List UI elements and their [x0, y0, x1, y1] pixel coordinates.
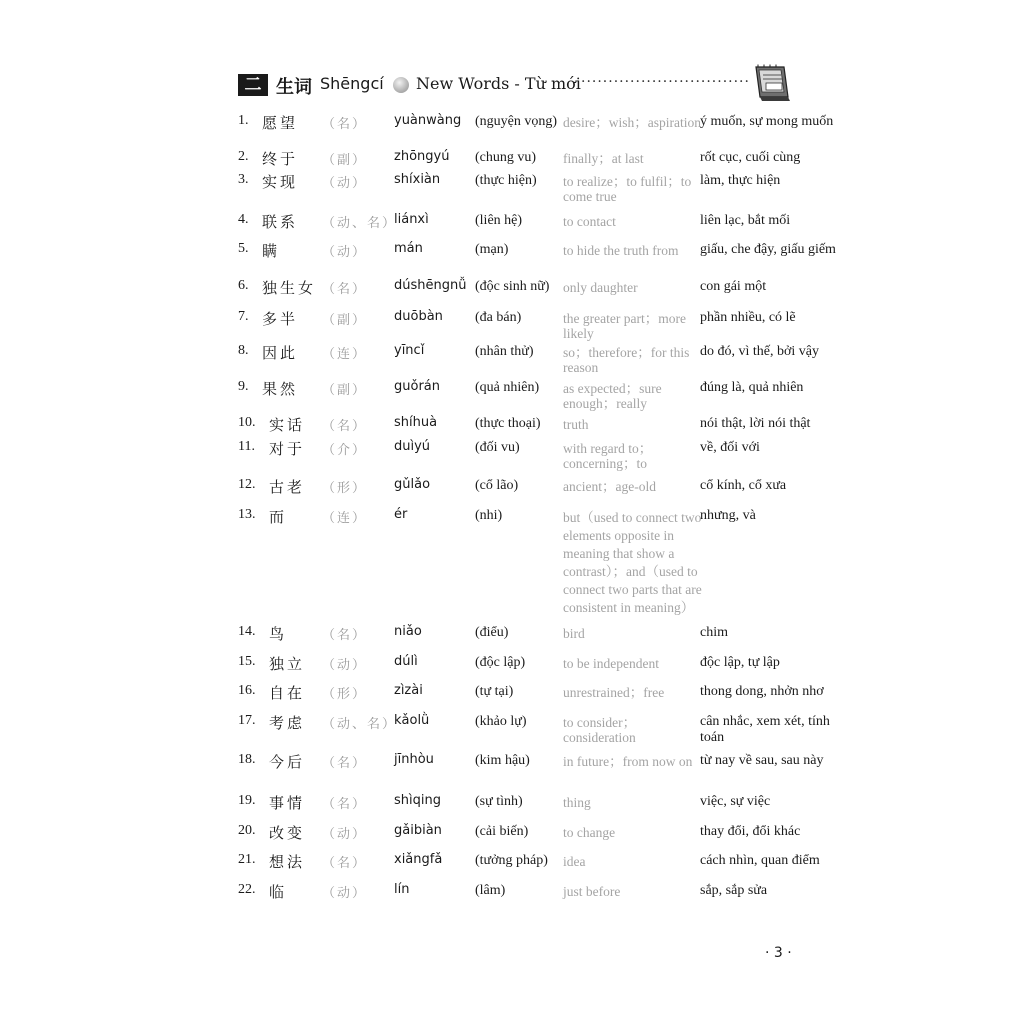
- entry-pinyin: niǎo: [394, 624, 422, 639]
- entry-part-of-speech: （名）: [322, 419, 368, 434]
- entry-vietnamese: phần nhiều, có lẽ: [700, 310, 796, 325]
- entry-pinyin: dúshēngnǚ: [394, 278, 467, 293]
- entry-number: 12.: [238, 477, 256, 492]
- entry-english: as expected；sure enough；really: [563, 381, 662, 411]
- entry-english: just before: [563, 884, 621, 899]
- entry-number: 8.: [238, 343, 249, 358]
- entry-english: so；therefore；for this reason: [563, 345, 690, 375]
- entry-han-viet: (khảo lự): [475, 714, 527, 729]
- entry-han-viet: (sự tình): [475, 794, 523, 809]
- entry-pinyin: shìqing: [394, 793, 441, 808]
- entry-pinyin: mán: [394, 241, 423, 256]
- entry-number: 21.: [238, 852, 256, 867]
- section-title-pinyin: Shēngcí: [320, 74, 384, 93]
- section-header: [238, 70, 798, 104]
- entry-han-viet: (nguyện vọng): [475, 114, 558, 129]
- entry-part-of-speech: （形）: [322, 481, 368, 496]
- entry-number: 10.: [238, 415, 256, 430]
- entry-pinyin: zhōngyú: [394, 149, 450, 164]
- section-title-english-vietnamese: New Words - Từ mới: [416, 74, 581, 93]
- entry-english: to consider；consideration: [563, 715, 637, 745]
- entry-english: desire；wish；aspiration: [563, 115, 701, 130]
- entry-part-of-speech: （名）: [322, 282, 368, 297]
- entry-part-of-speech: （动）: [322, 245, 368, 260]
- entry-number: 14.: [238, 624, 256, 639]
- entry-part-of-speech: （名）: [322, 797, 368, 812]
- entry-english: idea: [563, 854, 586, 869]
- entry-hanzi: 独立: [269, 655, 306, 673]
- entry-pinyin: gǎibiàn: [394, 823, 442, 838]
- entry-number: 4.: [238, 212, 249, 227]
- entry-han-viet: (quả nhiên): [475, 380, 540, 395]
- entry-part-of-speech: （副）: [322, 313, 368, 328]
- entry-vietnamese: nhưng, và: [700, 508, 756, 523]
- entry-pinyin: jīnhòu: [394, 752, 434, 767]
- entry-english: to contact: [563, 214, 616, 229]
- entry-pinyin: yuànwàng: [394, 113, 462, 128]
- entry-vietnamese: về, đối với: [700, 440, 760, 455]
- entry-vietnamese: đúng là, quả nhiên: [700, 380, 804, 395]
- entry-vietnamese: độc lập, tự lập: [700, 655, 780, 670]
- entry-vietnamese: cách nhìn, quan điểm: [700, 853, 820, 868]
- entry-han-viet: (độc sinh nữ): [475, 279, 550, 294]
- entry-english: in future；from now on: [563, 754, 693, 769]
- entry-number: 15.: [238, 654, 256, 669]
- entry-part-of-speech: （介）: [322, 443, 368, 458]
- entry-pinyin: zìzài: [394, 683, 423, 698]
- entry-pinyin: yīncǐ: [394, 343, 425, 358]
- entry-han-viet: (cải biến): [475, 824, 529, 839]
- entry-han-viet: (thực hiện): [475, 173, 537, 188]
- entry-vietnamese: cân nhắc, xem xét, tính toán: [700, 714, 830, 745]
- entry-han-viet: (điểu): [475, 625, 509, 640]
- entry-hanzi: 联系: [262, 213, 299, 231]
- entry-vietnamese: do đó, vì thế, bởi vậy: [700, 344, 819, 359]
- entry-pinyin: shíhuà: [394, 415, 438, 430]
- entry-number: 16.: [238, 683, 256, 698]
- entry-number: 5.: [238, 241, 249, 256]
- entry-vietnamese: rốt cục, cuối cùng: [700, 150, 801, 165]
- entry-english: to change: [563, 825, 616, 840]
- entry-han-viet: (cổ lão): [475, 478, 519, 493]
- entry-part-of-speech: （连）: [322, 347, 368, 362]
- entry-number: 18.: [238, 752, 256, 767]
- entry-hanzi: 自在: [269, 684, 306, 702]
- entry-hanzi: 独生女: [262, 279, 317, 297]
- entry-english: to realize；to fulfil；to come true: [563, 174, 692, 204]
- entry-pinyin: kǎolǜ: [394, 713, 430, 728]
- entry-hanzi: 而: [269, 508, 288, 526]
- entry-english: ancient；age-old: [563, 479, 656, 494]
- entry-han-viet: (độc lập): [475, 655, 526, 670]
- entry-part-of-speech: （名）: [322, 756, 368, 771]
- entry-number: 7.: [238, 309, 249, 324]
- entry-hanzi: 想法: [269, 853, 306, 871]
- entry-number: 9.: [238, 379, 249, 394]
- entry-han-viet: (kim hậu): [475, 753, 530, 768]
- entry-hanzi: 事情: [269, 794, 306, 812]
- entry-pinyin: dúlì: [394, 654, 418, 669]
- entry-vietnamese: thong dong, nhởn nhơ: [700, 684, 824, 699]
- bullet-dot-icon: [393, 77, 409, 93]
- entry-pinyin: duìyú: [394, 439, 431, 454]
- entry-han-viet: (liên hệ): [475, 213, 523, 228]
- entry-han-viet: (lâm): [475, 883, 506, 898]
- entry-part-of-speech: （动）: [322, 886, 368, 901]
- entry-english: thing: [563, 795, 591, 810]
- entry-vietnamese: chim: [700, 625, 728, 640]
- entry-hanzi: 因此: [262, 344, 299, 362]
- entry-part-of-speech: （名）: [322, 628, 368, 643]
- entry-hanzi: 愿望: [262, 114, 299, 132]
- entry-number: 20.: [238, 823, 256, 838]
- entry-part-of-speech: （动、名）: [322, 717, 398, 732]
- entry-han-viet: (đối vu): [475, 440, 520, 455]
- entry-part-of-speech: （名）: [322, 856, 368, 871]
- entry-pinyin: liánxì: [394, 212, 429, 227]
- entry-part-of-speech: （形）: [322, 687, 368, 702]
- entry-han-viet: (nhân thử): [475, 344, 534, 359]
- entry-vietnamese: giấu, che đậy, giấu giếm: [700, 242, 836, 257]
- entry-hanzi: 实话: [269, 416, 306, 434]
- entry-pinyin: guǒrán: [394, 379, 440, 394]
- entry-number: 3.: [238, 172, 249, 187]
- entry-english: only daughter: [563, 280, 638, 295]
- entry-number: 13.: [238, 507, 256, 522]
- entry-number: 11.: [238, 439, 255, 454]
- entry-number: 6.: [238, 278, 249, 293]
- entry-pinyin: ér: [394, 507, 408, 522]
- entry-han-viet: (chung vu): [475, 150, 537, 165]
- notebook-icon: [750, 64, 792, 104]
- entry-hanzi: 鸟: [269, 625, 288, 643]
- entry-part-of-speech: （连）: [322, 511, 368, 526]
- entry-han-viet: (đa bán): [475, 310, 522, 325]
- entry-vietnamese: nói thật, lời nói thật: [700, 416, 811, 431]
- entry-part-of-speech: （动、名）: [322, 216, 398, 231]
- entry-han-viet: (tự tại): [475, 684, 514, 699]
- entry-vietnamese: từ nay về sau, sau này: [700, 753, 824, 768]
- entry-hanzi: 终于: [262, 150, 299, 168]
- entry-pinyin: duōbàn: [394, 309, 443, 324]
- entry-part-of-speech: （动）: [322, 827, 368, 842]
- entry-part-of-speech: （副）: [322, 383, 368, 398]
- entry-vietnamese: việc, sự việc: [700, 794, 771, 809]
- entry-han-viet: (mạn): [475, 242, 509, 257]
- entry-english: bird: [563, 626, 585, 641]
- entry-pinyin: shíxiàn: [394, 172, 441, 187]
- entry-number: 22.: [238, 882, 256, 897]
- entry-hanzi: 多半: [262, 310, 299, 328]
- entry-number: 17.: [238, 713, 256, 728]
- entry-part-of-speech: （动）: [322, 176, 368, 191]
- page-number: · 3 ·: [765, 945, 792, 961]
- entry-hanzi: 对于: [269, 440, 306, 458]
- entry-number: 2.: [238, 149, 249, 164]
- entry-han-viet: (thực thoại): [475, 416, 541, 431]
- entry-english: truth: [563, 417, 589, 432]
- section-number-badge: 二: [238, 74, 268, 96]
- entry-vietnamese: liên lạc, bắt mối: [700, 213, 791, 228]
- entry-pinyin: gǔlǎo: [394, 477, 431, 492]
- entry-hanzi: 实现: [262, 173, 299, 191]
- entry-english: finally；at last: [563, 151, 644, 166]
- entry-hanzi: 改变: [269, 824, 306, 842]
- entry-pinyin: lín: [394, 882, 410, 897]
- entry-vietnamese: làm, thực hiện: [700, 173, 781, 188]
- entry-part-of-speech: （副）: [322, 153, 368, 168]
- entry-hanzi: 果然: [262, 380, 299, 398]
- entry-vietnamese: thay đổi, đổi khác: [700, 824, 801, 839]
- entry-hanzi: 今后: [269, 753, 306, 771]
- entry-han-viet: (nhi): [475, 508, 503, 523]
- entry-vietnamese: con gái một: [700, 279, 767, 294]
- entry-han-viet: (tưởng pháp): [475, 853, 548, 868]
- entry-number: 1.: [238, 113, 249, 128]
- entry-pinyin: xiǎngfǎ: [394, 852, 443, 867]
- entry-hanzi: 考虑: [269, 714, 306, 732]
- entry-english: to hide the truth from: [563, 243, 679, 258]
- entry-english: the greater part；more likely: [563, 311, 686, 341]
- entry-vietnamese: ý muốn, sự mong muốn: [700, 114, 834, 129]
- leader-dots: ·······························: [581, 74, 750, 90]
- section-title-chinese: 生词: [276, 77, 312, 98]
- entry-hanzi: 古老: [269, 478, 306, 496]
- entry-english: unrestrained；free: [563, 685, 665, 700]
- entry-english: to be independent: [563, 656, 659, 671]
- entry-english: but（used to connect two elements opposite in meaning that show a contrast）；and（used to connect two parts that are consistent in meaning）: [563, 510, 702, 615]
- entry-hanzi: 瞒: [262, 242, 281, 260]
- entry-hanzi: 临: [269, 883, 288, 901]
- entry-part-of-speech: （动）: [322, 658, 368, 673]
- entry-vietnamese: cổ kính, cổ xưa: [700, 478, 787, 493]
- entry-english: with regard to；concerning；to: [563, 441, 653, 471]
- entry-vietnamese: sắp, sắp sửa: [700, 883, 768, 898]
- entry-part-of-speech: （名）: [322, 117, 368, 132]
- entry-number: 19.: [238, 793, 256, 808]
